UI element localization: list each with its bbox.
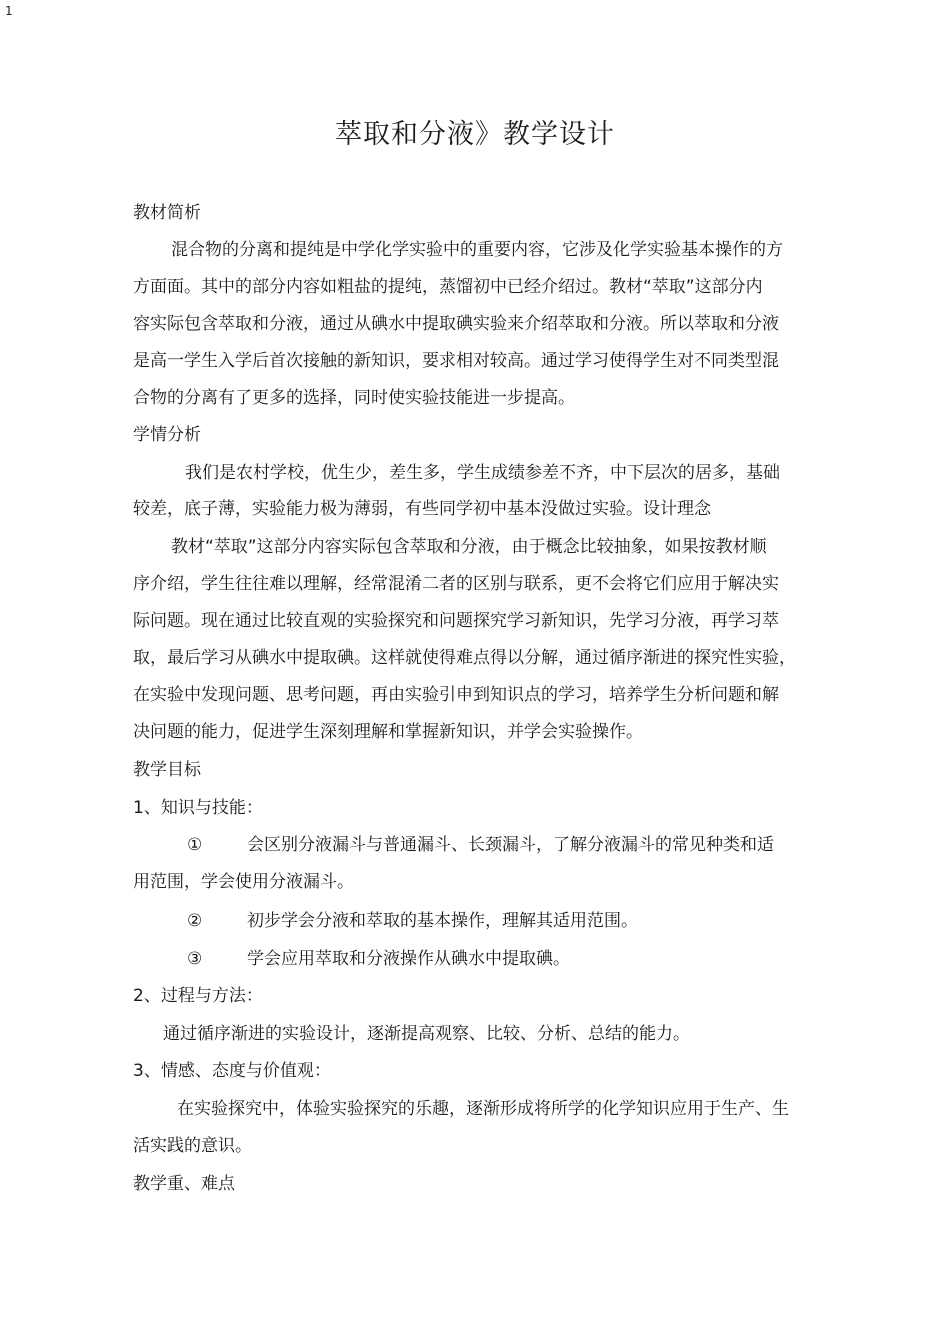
paragraph-line: 教材“萃取”这部分内容实际包含萃取和分液，由于概念比较抽象，如果按教材顺	[171, 537, 767, 557]
goal-list-item	[187, 833, 774, 857]
paragraph-line: 在实验中发现问题、思考问题，再由实验引申到知识点的学习，培养学生分析问题和解	[133, 685, 779, 705]
goal-list-item-continued: 用范围，学会使用分液漏斗。	[133, 872, 354, 892]
list-marker: ③	[187, 949, 203, 969]
paragraph-line: 容实际包含萃取和分液，通过从碘水中提取碘实验来介绍萃取和分液。所以萃取和分液	[133, 314, 779, 334]
list-marker: ②	[187, 911, 203, 931]
paragraph-line: 我们是农村学校，优生少，差生多，学生成绩参差不齐，中下层次的居多，基础	[185, 463, 780, 483]
goal-heading-process: 2、过程与方法：	[133, 986, 263, 1006]
paragraph-line: 决问题的能力，促进学生深刻理解和掌握新知识，并学会实验操作。	[133, 722, 643, 742]
list-item-text: 会区别分液漏斗与普通漏斗、长颈漏斗，了解分液漏斗的常见种类和适	[247, 835, 774, 855]
goal-list-item	[187, 947, 570, 971]
paragraph-line: 合物的分离有了更多的选择，同时使实验技能进一步提高。	[133, 388, 575, 408]
paragraph-line: 序介绍，学生往往难以理解，经常混淆二者的区别与联系，更不会将它们应用于解决实	[133, 574, 779, 594]
paragraph-line: 活实践的意识。	[133, 1136, 252, 1156]
page-number: 1	[5, 4, 13, 18]
paragraph-line: 通过循序渐进的实验设计，逐渐提高观察、比较、分析、总结的能力。	[163, 1024, 690, 1044]
paragraph-line: 是高一学生入学后首次接触的新知识，要求相对较高。通过学习使得学生对不同类型混	[133, 351, 779, 371]
goal-heading-knowledge: 1、知识与技能：	[133, 798, 263, 818]
paragraph-line: 方面面。其中的部分内容如粗盐的提纯，蒸馏初中已经介绍过。教材“萃取”这部分内	[133, 277, 763, 297]
paragraph-line: 际问题。现在通过比较直观的实验探究和问题探究学习新知识，先学习分液，再学习萃	[133, 611, 779, 631]
section-heading-textbook: 教材简析	[133, 203, 201, 223]
list-item-text: 初步学会分液和萃取的基本操作，理解其适用范围。	[247, 911, 638, 931]
document-title: 萃取和分液》教学设计	[335, 119, 615, 150]
list-item-text: 学会应用萃取和分液操作从碘水中提取碘。	[247, 949, 570, 969]
paragraph-line: 混合物的分离和提纯是中学化学实验中的重要内容，它涉及化学实验基本操作的方	[171, 240, 783, 260]
section-heading-students: 学情分析	[133, 425, 201, 445]
list-marker: ①	[187, 835, 203, 855]
section-heading-key-points: 教学重、难点	[133, 1174, 235, 1194]
goal-heading-attitude: 3、情感、态度与价值观：	[133, 1061, 331, 1081]
paragraph-line: 在实验探究中，体验实验探究的乐趣，逐渐形成将所学的化学知识应用于生产、生	[177, 1099, 789, 1119]
section-heading-goals: 教学目标	[133, 760, 201, 780]
paragraph-line: 较差，底子薄，实验能力极为薄弱，有些同学初中基本没做过实验。设计理念	[133, 499, 711, 519]
goal-list-item	[187, 909, 638, 933]
paragraph-line: 取，最后学习从碘水中提取碘。这样就使得难点得以分解，通过循序渐进的探究性实验，	[133, 648, 796, 668]
